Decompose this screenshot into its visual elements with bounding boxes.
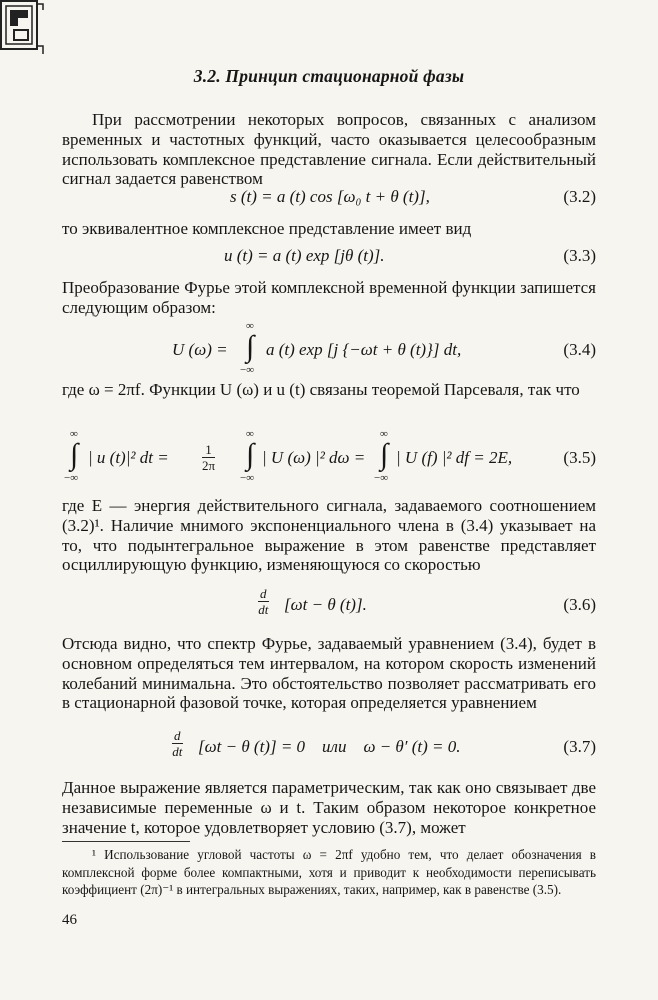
- paragraph-5: где E — энергия действительного сигнала, задаваемого соотношением (3.2)¹. Наличие мнимого экспоненциального члена в (3.4) указывает на то, что подынтегральное выражение в этом равенстве представляет осциллирующую функцию, изменяющуюся со скоростью: [62, 496, 596, 575]
- section-title: 3.2. Принцип стационарной фазы: [193, 66, 465, 86]
- paragraph-2: то эквивалентное комплексное представление имеет вид: [62, 219, 472, 238]
- decorative-corner-ornament-icon: [0, 0, 44, 56]
- paragraph-7: Данное выражение является параметрическим, так как оно связывает две независимые переменные ω и t. Таким образом некоторое конкретное значение t, которое удовлетворяет условию (3.7), может: [62, 778, 596, 837]
- paragraph-1: При рассмотрении некоторых вопросов, связанных с анализом временных и частотных функций, часто оказывается целесообразным использовать комплексное представление сигнала. Если действительный сигнал задается равенством: [62, 110, 596, 189]
- equation-3-7: $\frac{d}{dt}$ [ωt − θ (t)] = 0 или ω − θ′ (t) = 0. (3.7): [172, 728, 596, 759]
- footnote: ¹ Использование угловой частоты ω = 2πf удобно тем, что делает обозначения в комплексной форме более компактными, хотя и приводит к необходимости переписывать коэффициент (2π)⁻¹ в интегральных выражениях, таких, например, как в равенстве (3.5).: [62, 847, 596, 897]
- paragraph-6: Отсюда видно, что спектр Фурье, задаваемый уравнением (3.4), будет в основном определяться тем интервалом, на котором скорость изменений колебаний минимальна. Это обстоятельство позволяет рассматривать его в стационарной фазовой точке, которая определяется уравнением: [62, 634, 596, 713]
- footnote-rule: [62, 841, 190, 842]
- page-number: 46: [62, 912, 77, 928]
- paragraph-3: Преобразование Фурье этой комплексной временной функции запишется следующим образом:: [62, 278, 596, 317]
- equation-3-6: $\frac{d}{dt}$ [ωt − θ (t)]. (3.6): [258, 586, 596, 617]
- equation-3-4: U (ω) = ∞ ∫ −∞ a (t) exp [j {−ωt + θ (t)}] dt, (3.4): [172, 320, 596, 376]
- paragraph-4: где ω = 2πf. Функции U (ω) и u (t) связаны теоремой Парсеваля, так что: [62, 380, 580, 399]
- equation-3-5: ∞ ∫ −∞ | u (t)|² dt = $\frac{1}{2\pi}$ ∞ ∫ −∞ | U (ω) |² dω = ∞ ∫ −∞ | U (f) |² df = 2E, (3.5): [64, 428, 596, 484]
